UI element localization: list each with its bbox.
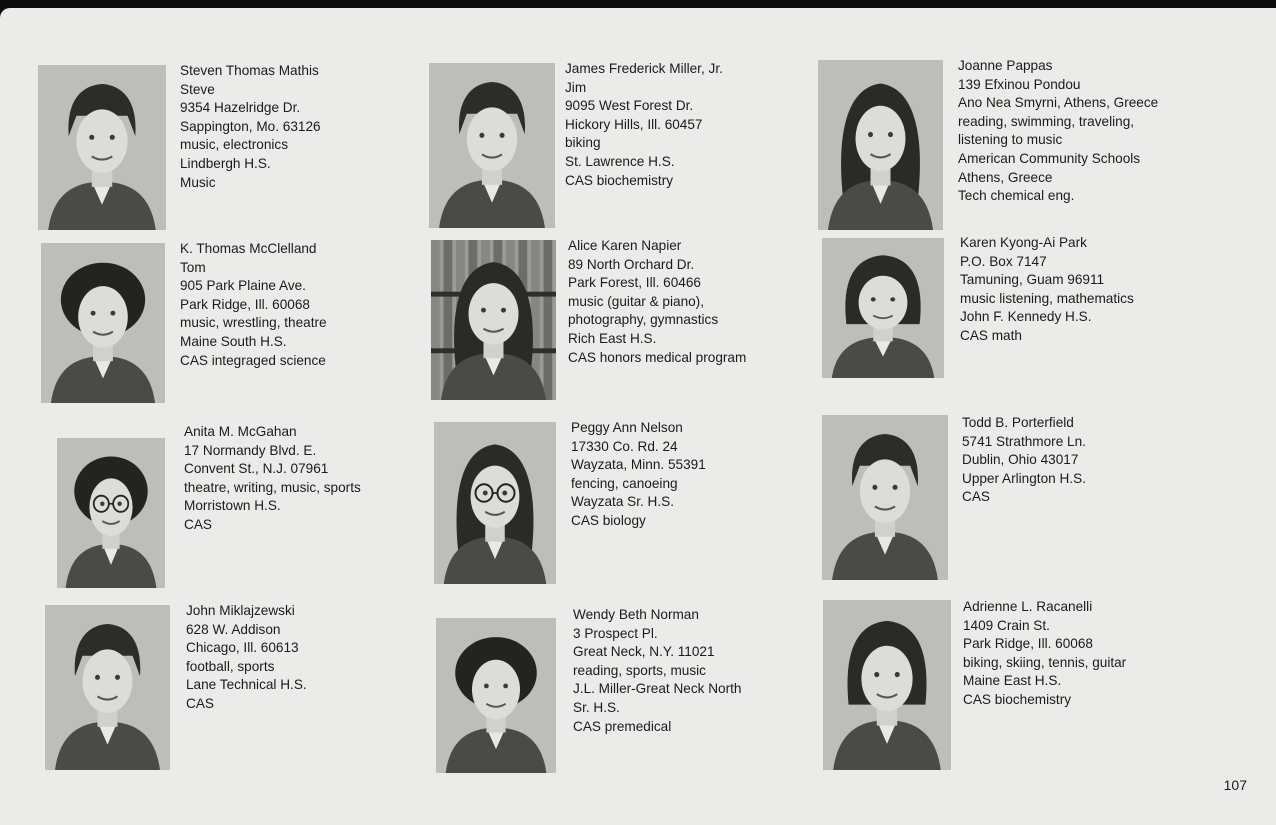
student-detail-line: Hickory Hills, Ill. 60457 — [565, 116, 703, 132]
student-detail-line: 89 North Orchard Dr. — [568, 256, 695, 272]
student-name: Peggy Ann Nelson — [571, 420, 683, 435]
student-name: Adrienne L. Racanelli — [963, 599, 1093, 614]
student-detail-line: Dublin, Ohio 43017 — [962, 452, 1079, 468]
student-detail-line: Maine South H.S. — [180, 333, 287, 349]
student-detail-line: Upper Arlington H.S. — [962, 470, 1086, 486]
student-photo — [434, 422, 556, 584]
student-detail-line: theatre, writing, music, sports — [184, 479, 361, 495]
student-detail-line: CAS — [184, 516, 212, 532]
student-detail-line: reading, sports, music — [573, 662, 706, 678]
student-detail-line: Wayzata, Minn. 55391 — [571, 457, 706, 473]
student-detail-line: CAS math — [960, 327, 1022, 343]
student-detail-line: CAS integraged science — [180, 352, 326, 368]
student-detail-line: P.O. Box 7147 — [960, 253, 1047, 269]
student-photo — [436, 618, 556, 773]
student-name: Anita M. McGahan — [184, 424, 297, 439]
student-detail-line: 17330 Co. Rd. 24 — [571, 438, 678, 454]
student-detail-line: listening to music — [958, 132, 1063, 148]
page-number: 107 — [1223, 777, 1247, 793]
student-name: John Miklajzewski — [186, 603, 295, 618]
student-detail-line: J.L. Miller-Great Neck North — [573, 681, 742, 697]
student-detail-line: Jim — [565, 79, 587, 95]
student-photo — [429, 63, 555, 228]
student-info — [186, 602, 307, 714]
student-info — [958, 57, 1158, 206]
student-detail-line: music, electronics — [180, 137, 289, 153]
student-photo — [822, 415, 948, 580]
student-photo — [45, 605, 170, 770]
student-detail-line: Tech chemical eng. — [958, 188, 1075, 204]
student-info — [565, 60, 723, 190]
student-info — [573, 606, 741, 736]
student-photo — [818, 60, 943, 230]
student-photo — [41, 243, 165, 403]
student-detail-line: CAS biochemistry — [565, 172, 674, 188]
student-detail-line: Park Ridge, Ill. 60068 — [963, 636, 1093, 652]
student-photo — [823, 600, 951, 770]
student-info — [568, 237, 746, 367]
student-detail-line: Lane Technical H.S. — [186, 677, 307, 693]
student-detail-line: music listening, mathematics — [960, 290, 1134, 306]
student-detail-line: Lindbergh H.S. — [180, 155, 271, 171]
student-detail-line: fencing, canoeing — [571, 475, 678, 491]
student-detail-line: Chicago, Ill. 60613 — [186, 640, 299, 656]
student-detail-line: biking, skiing, tennis, guitar — [963, 654, 1127, 670]
student-info — [571, 419, 706, 531]
student-detail-line: 139 Efxinou Pondou — [958, 76, 1081, 92]
student-detail-line: CAS biology — [571, 512, 646, 528]
student-detail-line: St. Lawrence H.S. — [565, 153, 675, 169]
student-detail-line: Ano Nea Smyrni, Athens, Greece — [958, 95, 1159, 111]
student-detail-line: 3 Prospect Pl. — [573, 625, 658, 641]
student-info — [184, 423, 361, 535]
student-photo — [38, 65, 166, 230]
student-info — [180, 240, 327, 370]
student-detail-line: CAS biochemistry — [963, 691, 1072, 707]
student-name: K. Thomas McClelland — [180, 241, 317, 256]
student-detail-line: 905 Park Plaine Ave. — [180, 278, 306, 294]
student-info — [963, 598, 1126, 710]
student-detail-line: 1409 Crain St. — [963, 617, 1050, 633]
student-detail-line: biking — [565, 135, 601, 151]
student-detail-line: Wayzata Sr. H.S. — [571, 494, 674, 510]
student-detail-line: Morristown H.S. — [184, 498, 281, 514]
student-detail-line: 17 Normandy Blvd. E. — [184, 442, 317, 458]
student-detail-line: Great Neck, N.Y. 11021 — [573, 644, 715, 660]
student-photo — [57, 438, 165, 588]
student-detail-line: CAS — [186, 695, 214, 711]
student-detail-line: Sappington, Mo. 63126 — [180, 118, 321, 134]
student-detail-line: reading, swimming, traveling, — [958, 113, 1135, 129]
student-detail-line: Park Forest, Ill. 60466 — [568, 275, 701, 291]
student-detail-line: 9095 West Forest Dr. — [565, 98, 694, 114]
student-detail-line: 5741 Strathmore Ln. — [962, 433, 1086, 449]
student-name: Karen Kyong-Ai Park — [960, 235, 1087, 250]
student-detail-line: Tamuning, Guam 96911 — [960, 272, 1105, 288]
student-info — [962, 414, 1086, 507]
student-detail-line: Tom — [180, 259, 206, 275]
student-detail-line: Rich East H.S. — [568, 330, 657, 346]
student-name: Todd B. Porterfield — [962, 415, 1074, 430]
student-detail-line: football, sports — [186, 658, 275, 674]
student-info — [180, 62, 321, 192]
student-detail-line: 628 W. Addison — [186, 621, 281, 637]
student-detail-line: 9354 Hazelridge Dr. — [180, 100, 301, 116]
student-detail-line: music, wrestling, theatre — [180, 315, 327, 331]
student-name: James Frederick Miller, Jr. — [565, 61, 723, 76]
student-detail-line: CAS honors medical program — [568, 349, 747, 365]
student-detail-line: Park Ridge, Ill. 60068 — [180, 296, 310, 312]
student-detail-line: CAS premedical — [573, 718, 672, 734]
student-detail-line: John F. Kennedy H.S. — [960, 309, 1092, 325]
student-photo — [822, 238, 944, 378]
student-name: Joanne Pappas — [958, 58, 1053, 73]
student-detail-line: Maine East H.S. — [963, 673, 1062, 689]
student-detail-line: CAS — [962, 489, 990, 505]
student-detail-line: Convent St., N.J. 07961 — [184, 461, 329, 477]
student-detail-line: Sr. H.S. — [573, 699, 620, 715]
yearbook-page — [0, 8, 1276, 825]
student-detail-line: Steve — [180, 81, 215, 97]
student-name: Wendy Beth Norman — [573, 607, 699, 622]
student-detail-line: Music — [180, 174, 216, 190]
student-detail-line: photography, gymnastics — [568, 312, 719, 328]
student-info — [960, 234, 1134, 346]
student-detail-line: Athens, Greece — [958, 169, 1053, 185]
student-detail-line: music (guitar & piano), — [568, 293, 704, 309]
student-photo — [431, 240, 556, 400]
student-detail-line: American Community Schools — [958, 150, 1141, 166]
student-name: Alice Karen Napier — [568, 238, 682, 253]
student-name: Steven Thomas Mathis — [180, 63, 319, 78]
